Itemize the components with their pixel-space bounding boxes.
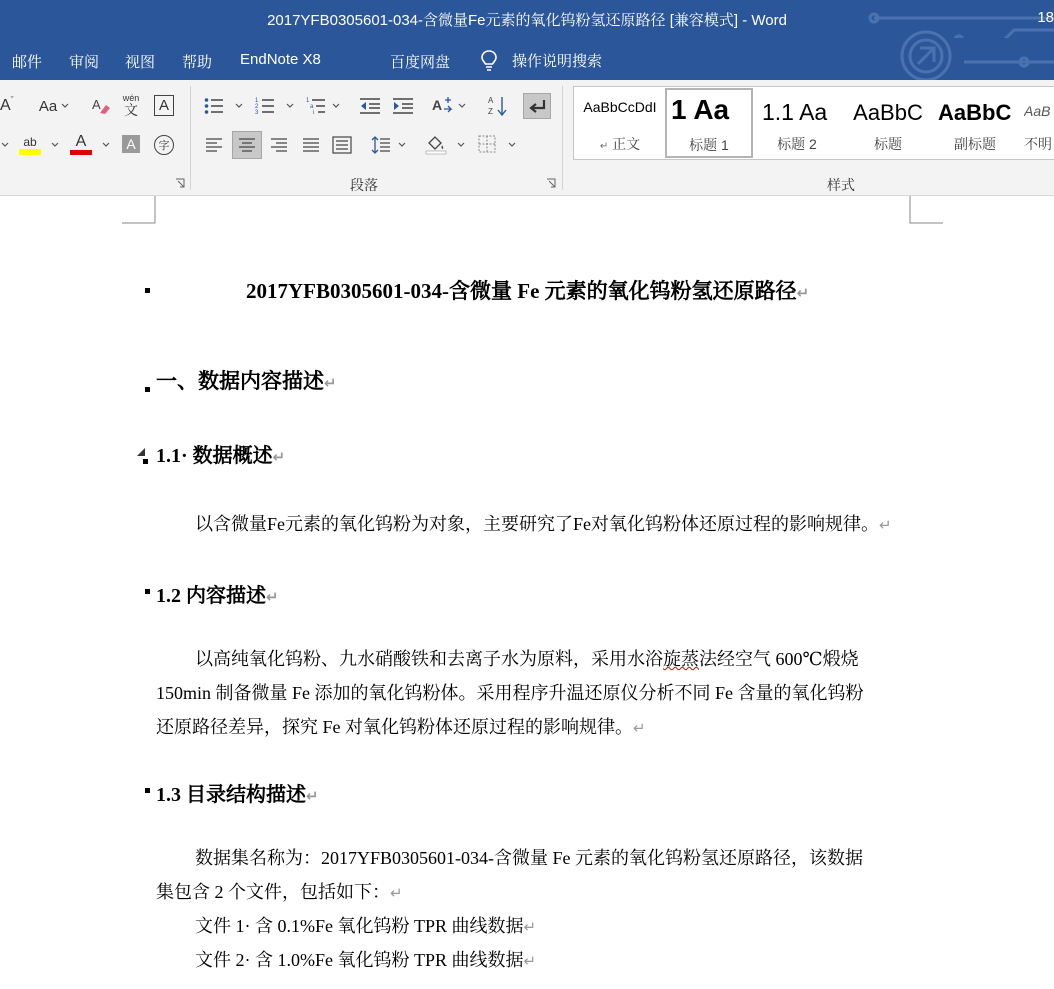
menu-help[interactable]: 帮助 (182, 54, 213, 71)
style-sample: 1 Aa (671, 94, 730, 125)
numbered-list-icon (255, 97, 275, 115)
borders-icon (478, 135, 496, 153)
file-list-item (195, 946, 536, 972)
collapse-triangle-icon[interactable] (136, 446, 148, 464)
body-line (195, 844, 863, 870)
group-separator (562, 86, 563, 190)
paragraph-bullet-mark (145, 288, 150, 293)
character-shading-label: A (126, 136, 136, 152)
style-name-prefix: ↵ (599, 141, 609, 152)
bullets-button[interactable] (203, 95, 225, 117)
justify-icon (302, 138, 320, 152)
paragraph-mark: ↵ (523, 918, 537, 936)
numbering-button[interactable] (254, 95, 276, 117)
paragraph-bullet-mark (145, 589, 150, 594)
body-line (156, 679, 864, 705)
tell-me-search[interactable] (480, 47, 602, 73)
paragraph-mark: ↵ (523, 952, 537, 970)
subsection-heading-1-1 (156, 439, 285, 468)
subsection-heading-text: 1.3 目录结构描述 (156, 784, 306, 806)
paragraph-mark: ↵ (390, 884, 403, 902)
chevron-down-icon[interactable] (51, 141, 59, 149)
svg-text:1: 1 (255, 98, 259, 104)
shrink-font-button[interactable]: A ˇ (0, 95, 14, 114)
subsection-heading-text: 1.2 内容描述 (156, 585, 266, 607)
multilevel-list-icon (306, 97, 326, 115)
decrease-indent-button[interactable] (358, 95, 382, 117)
menu-baidu-netdisk[interactable]: 百度网盘 (390, 54, 451, 71)
paragraph-mark: ↵ (272, 448, 286, 466)
style-heading-2[interactable] (756, 87, 838, 159)
svg-text:A: A (432, 97, 443, 113)
line-spacing-icon (371, 136, 391, 154)
section-heading (156, 365, 337, 395)
show-hide-marks-button[interactable] (523, 93, 551, 119)
dialog-launcher-icon[interactable] (546, 178, 556, 188)
font-color-label: A (75, 133, 87, 150)
paragraph-bullet-mark (145, 788, 150, 793)
svg-text:Z: Z (488, 107, 493, 116)
font-color-button[interactable] (70, 131, 92, 157)
chevron-down-icon[interactable] (457, 141, 465, 149)
distributed-icon (332, 136, 352, 154)
body-text: 以高纯氧化钨粉、九水硝酸铁和去离子水为原料，采用水浴 (195, 649, 663, 669)
align-right-button[interactable] (268, 135, 290, 155)
style-sample: 1.1 Aa (762, 99, 828, 125)
title-bar (0, 0, 1054, 38)
body-text: 还原路径差异，探究 Fe 对氧化钨粉体还原过程的影响规律。 (156, 717, 633, 737)
line-spacing-button[interactable] (370, 134, 392, 156)
style-sample: AaBbC (938, 100, 1012, 125)
paint-bucket-icon (425, 133, 447, 155)
chevron-down-icon[interactable] (286, 102, 294, 110)
shading-button[interactable] (425, 132, 447, 156)
align-center-button[interactable] (232, 131, 262, 159)
phonetic-guide-button[interactable] (120, 91, 142, 119)
paragraph-group-label: 段落 (350, 177, 378, 193)
paragraph-mark: ↵ (266, 588, 279, 606)
svg-text:A: A (92, 97, 101, 112)
chevron-down-icon (61, 102, 69, 110)
body-line (195, 645, 859, 671)
justify-button[interactable] (300, 135, 322, 155)
svg-text:a: a (310, 104, 314, 110)
lightbulb-icon (480, 49, 498, 71)
enclose-characters-button[interactable] (154, 135, 174, 155)
circuit-decoration (864, 38, 1054, 80)
style-subtitle[interactable] (934, 87, 1016, 159)
style-name (574, 134, 666, 154)
paragraph-mark: ↵ (633, 719, 646, 737)
paragraph-mark: ↵ (324, 374, 337, 392)
decrease-indent-icon (359, 97, 381, 115)
paragraph-mark: ↵ (306, 787, 319, 805)
style-name: 标题 2 (777, 136, 817, 152)
change-case-button[interactable] (34, 95, 74, 117)
tell-me-label: 操作说明搜索 (512, 52, 603, 70)
chevron-down-icon (1, 141, 9, 149)
character-border-label: A (158, 97, 169, 114)
borders-button[interactable] (477, 134, 497, 154)
clear-formatting-button[interactable] (90, 94, 112, 118)
svg-text:A: A (488, 96, 494, 105)
change-case-label: Aa (38, 97, 58, 115)
body-text: 集包含 2 个文件，包括如下： (156, 882, 390, 902)
subsection-heading-text: 1.1· 数据概述 (156, 445, 273, 467)
align-left-button[interactable] (203, 135, 225, 155)
sort-icon (488, 95, 508, 117)
style-normal[interactable] (574, 87, 666, 159)
character-shading-button[interactable] (122, 135, 140, 153)
style-sample: AaBbCcDdI (583, 99, 657, 115)
subsection-heading-1-3 (156, 778, 319, 807)
style-sample: AaB (1024, 103, 1051, 119)
body-line (156, 713, 646, 739)
style-title[interactable] (844, 87, 932, 159)
spelling-flagged-text[interactable]: 旋蒸 (663, 649, 699, 669)
style-heading-1[interactable] (665, 88, 753, 158)
eraser-icon (91, 96, 111, 116)
paragraph-mark: ↵ (879, 516, 892, 534)
document-title-text: 2017YFB0305601-034-含微量 Fe 元素的氧化钨粉氢还原路径 (246, 279, 797, 303)
menu-mailings[interactable]: 邮件 (12, 54, 43, 71)
styles-group-label: 样式 (827, 177, 855, 193)
menu-review[interactable]: 审阅 (69, 54, 100, 71)
body-text: 法经空气 600℃煅烧 (699, 649, 859, 669)
style-name: 不明 (1024, 136, 1052, 152)
highlight-swatch (19, 149, 41, 155)
style-name: 标题 (874, 136, 902, 152)
menu-view[interactable]: 视图 (125, 54, 156, 71)
align-left-icon (205, 138, 223, 152)
section-heading-text: 一、数据内容描述 (156, 369, 324, 393)
highlight-label: ab (23, 135, 37, 149)
chevron-down-icon[interactable] (235, 102, 243, 110)
font-color-swatch (70, 150, 92, 155)
multilevel-list-button[interactable] (305, 95, 327, 117)
asian-layout-icon (431, 96, 453, 116)
document-title (246, 275, 809, 305)
increase-indent-button[interactable] (391, 95, 415, 117)
style-subtle-emphasis[interactable] (1024, 87, 1054, 159)
font-row2-dropdown[interactable] (0, 134, 10, 156)
document-page[interactable] (0, 196, 1054, 989)
character-border-button[interactable] (154, 95, 174, 116)
align-right-icon (270, 138, 288, 152)
file-list-item (195, 912, 536, 938)
menu-bar (0, 38, 1054, 80)
chevron-down-icon[interactable] (398, 141, 406, 149)
dialog-launcher-icon[interactable] (175, 178, 185, 188)
chevron-down-icon[interactable] (508, 141, 516, 149)
body-line (156, 878, 403, 904)
body-text: 150min 制备微量 Fe 添加的氧化钨粉体。采用程序升温还原仪分析不同 Fe 含量的氧化钨粉 (156, 683, 864, 703)
svg-text:1: 1 (306, 98, 310, 104)
style-name: 副标题 (954, 136, 996, 152)
svg-text:i: i (313, 110, 315, 115)
body-text: 文件 1· 含 0.1%Fe 氧化钨粉 TPR 曲线数据 (195, 916, 524, 936)
sort-button[interactable] (487, 94, 509, 118)
svg-text:3: 3 (255, 110, 259, 115)
chevron-down-icon[interactable] (332, 102, 340, 110)
bullet-list-icon (204, 97, 224, 115)
align-center-icon (238, 138, 256, 152)
body-text: 数据集名称为：2017YFB0305601-034-含微量 Fe 元素的氧化钨粉氢还原路径，该数据 (195, 848, 864, 868)
paragraph-mark: ↵ (796, 284, 810, 302)
body-paragraph (195, 510, 892, 536)
crop-mark-top-left (122, 196, 156, 226)
styles-gallery (573, 86, 1054, 160)
highlight-color-button[interactable] (18, 132, 42, 158)
style-name: 标题 1 (689, 137, 729, 153)
phonetic-top: wén (122, 92, 140, 103)
menu-endnote[interactable]: EndNote X8 (240, 51, 321, 68)
paragraph-mark-icon (528, 98, 546, 114)
window-title: 2017YFB0305601-034-含微量Fe元素的氧化钨粉氢还原路径 [兼容模式] - Word (267, 12, 787, 29)
style-name-text: 正文 (612, 136, 641, 152)
group-separator (190, 86, 191, 190)
chevron-down-icon[interactable] (458, 102, 466, 110)
crop-mark-top-right (909, 196, 943, 226)
distributed-button[interactable] (331, 134, 353, 156)
body-text: 以含微量Fe元素的氧化钨粉为对象，主要研究了Fe对氧化钨粉体还原过程的影响规律。 (195, 514, 879, 534)
style-sample: AaBbC (853, 100, 923, 125)
enclose-characters-label: 字 (158, 140, 170, 152)
increase-indent-icon (392, 97, 414, 115)
paragraph-bullet-mark (145, 387, 150, 392)
window-title-right: 18 (1037, 9, 1054, 26)
chevron-down-icon[interactable] (102, 141, 110, 149)
svg-text:2: 2 (255, 104, 259, 110)
subsection-heading-1-2 (156, 579, 279, 608)
body-text: 文件 2· 含 1.0%Fe 氧化钨粉 TPR 曲线数据 (195, 950, 524, 970)
asian-layout-button[interactable] (430, 94, 454, 118)
phonetic-bottom: 文 (124, 101, 138, 118)
